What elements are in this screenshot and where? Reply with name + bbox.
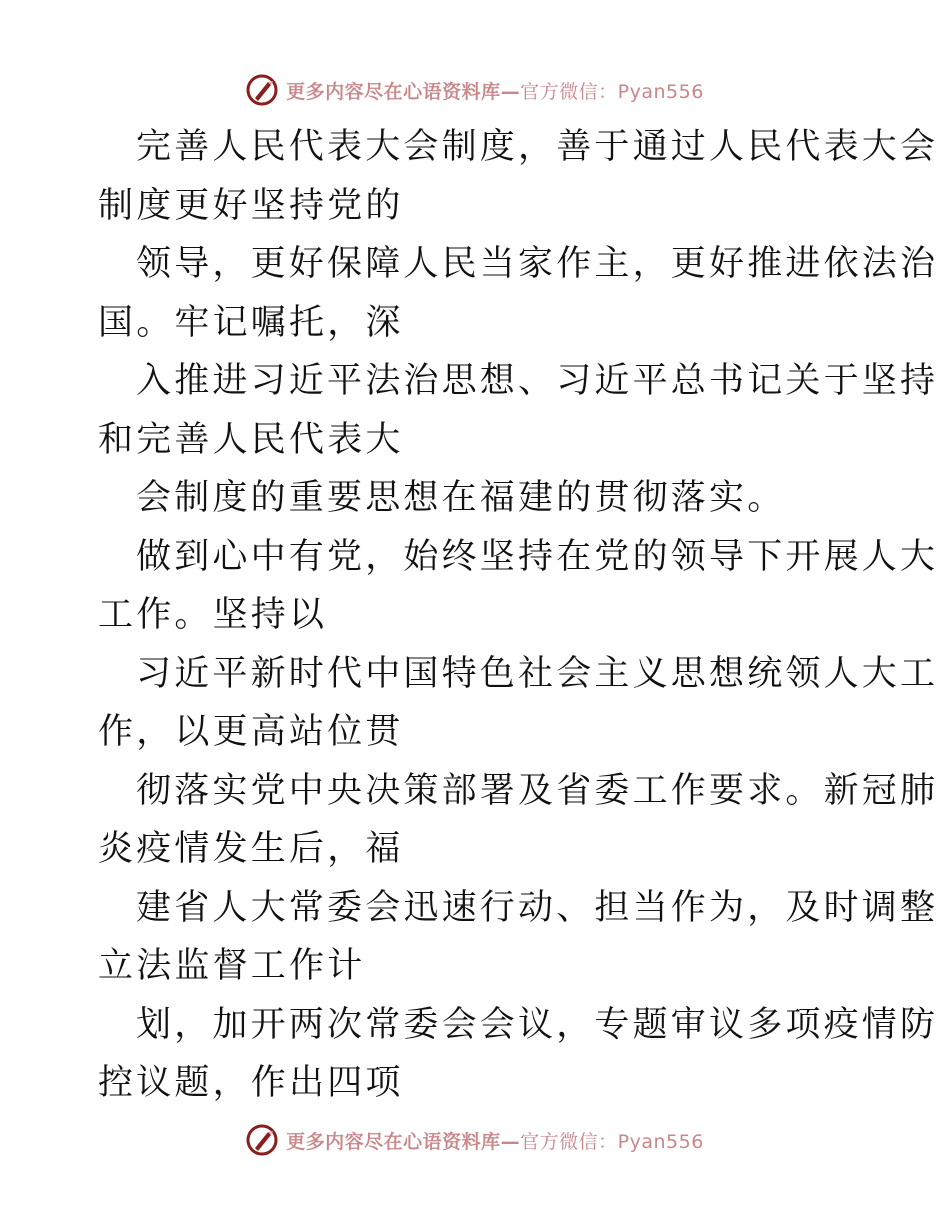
paragraph-line: 制度更好坚持党的 (98, 185, 404, 226)
header-weixin: 官方微信：Pyan556 (520, 80, 704, 103)
paragraph-line: 习近平新时代中国特色社会主义思想统领人大工 (136, 653, 939, 694)
paragraph-line: 国。牢记嘱托，深 (98, 302, 404, 343)
footer-weixin: 官方微信：Pyan556 (520, 1130, 704, 1153)
paragraph-9 (98, 996, 939, 1113)
paragraph-2 (98, 235, 939, 352)
paragraph-7 (98, 762, 939, 879)
footer-banner-text (286, 1127, 704, 1154)
paragraph-line: 立法监督工作计 (98, 946, 366, 986)
paragraph-line: 工作。坚持以 (98, 595, 328, 635)
header-brand: 更多内容尽在心语资料库 (286, 80, 501, 103)
paragraph-line: 入推进习近平法治思想、习近平总书记关于坚持 (136, 361, 939, 401)
paragraph-line: 领导，更好保障人民当家作主，更好推进依法治 (136, 244, 939, 284)
pen-logo-icon (246, 74, 278, 106)
header-banner (0, 70, 950, 110)
paragraph-line: 彻落实党中央决策部署及省委工作要求。新冠肺 (136, 770, 939, 811)
paragraph-line: 会制度的重要思想在福建的贯彻落实。 (136, 478, 786, 518)
header-separator: — (500, 80, 521, 103)
paragraph-8 (98, 879, 939, 996)
paragraph-line: 划，加开两次常委会会议，专题审议多项疫情防 (136, 1004, 939, 1045)
paragraph-1 (98, 118, 939, 235)
pen-logo-icon (246, 1124, 278, 1156)
footer-brand: 更多内容尽在心语资料库 (286, 1130, 501, 1153)
header-banner-text (286, 77, 704, 104)
document-body (98, 118, 939, 1113)
footer-separator: — (500, 1130, 521, 1153)
paragraph-3 (98, 352, 939, 469)
paragraph-4 (98, 469, 858, 528)
footer-banner (0, 1120, 950, 1160)
paragraph-line: 和完善人民代表大 (98, 419, 404, 460)
paragraph-line: 完善人民代表大会制度，善于通过人民代表大会 (136, 127, 939, 167)
paragraph-line: 炎疫情发生后，福 (98, 829, 404, 869)
paragraph-line: 控议题，作出四项 (98, 1063, 404, 1103)
paragraph-line: 建省人大常委会迅速行动、担当作为，及时调整 (136, 887, 939, 928)
paragraph-line: 做到心中有党，始终坚持在党的领导下开展人大 (136, 536, 939, 577)
paragraph-6 (98, 645, 939, 762)
paragraph-line: 作，以更高站位贯 (98, 712, 404, 752)
paragraph-5 (98, 528, 939, 645)
